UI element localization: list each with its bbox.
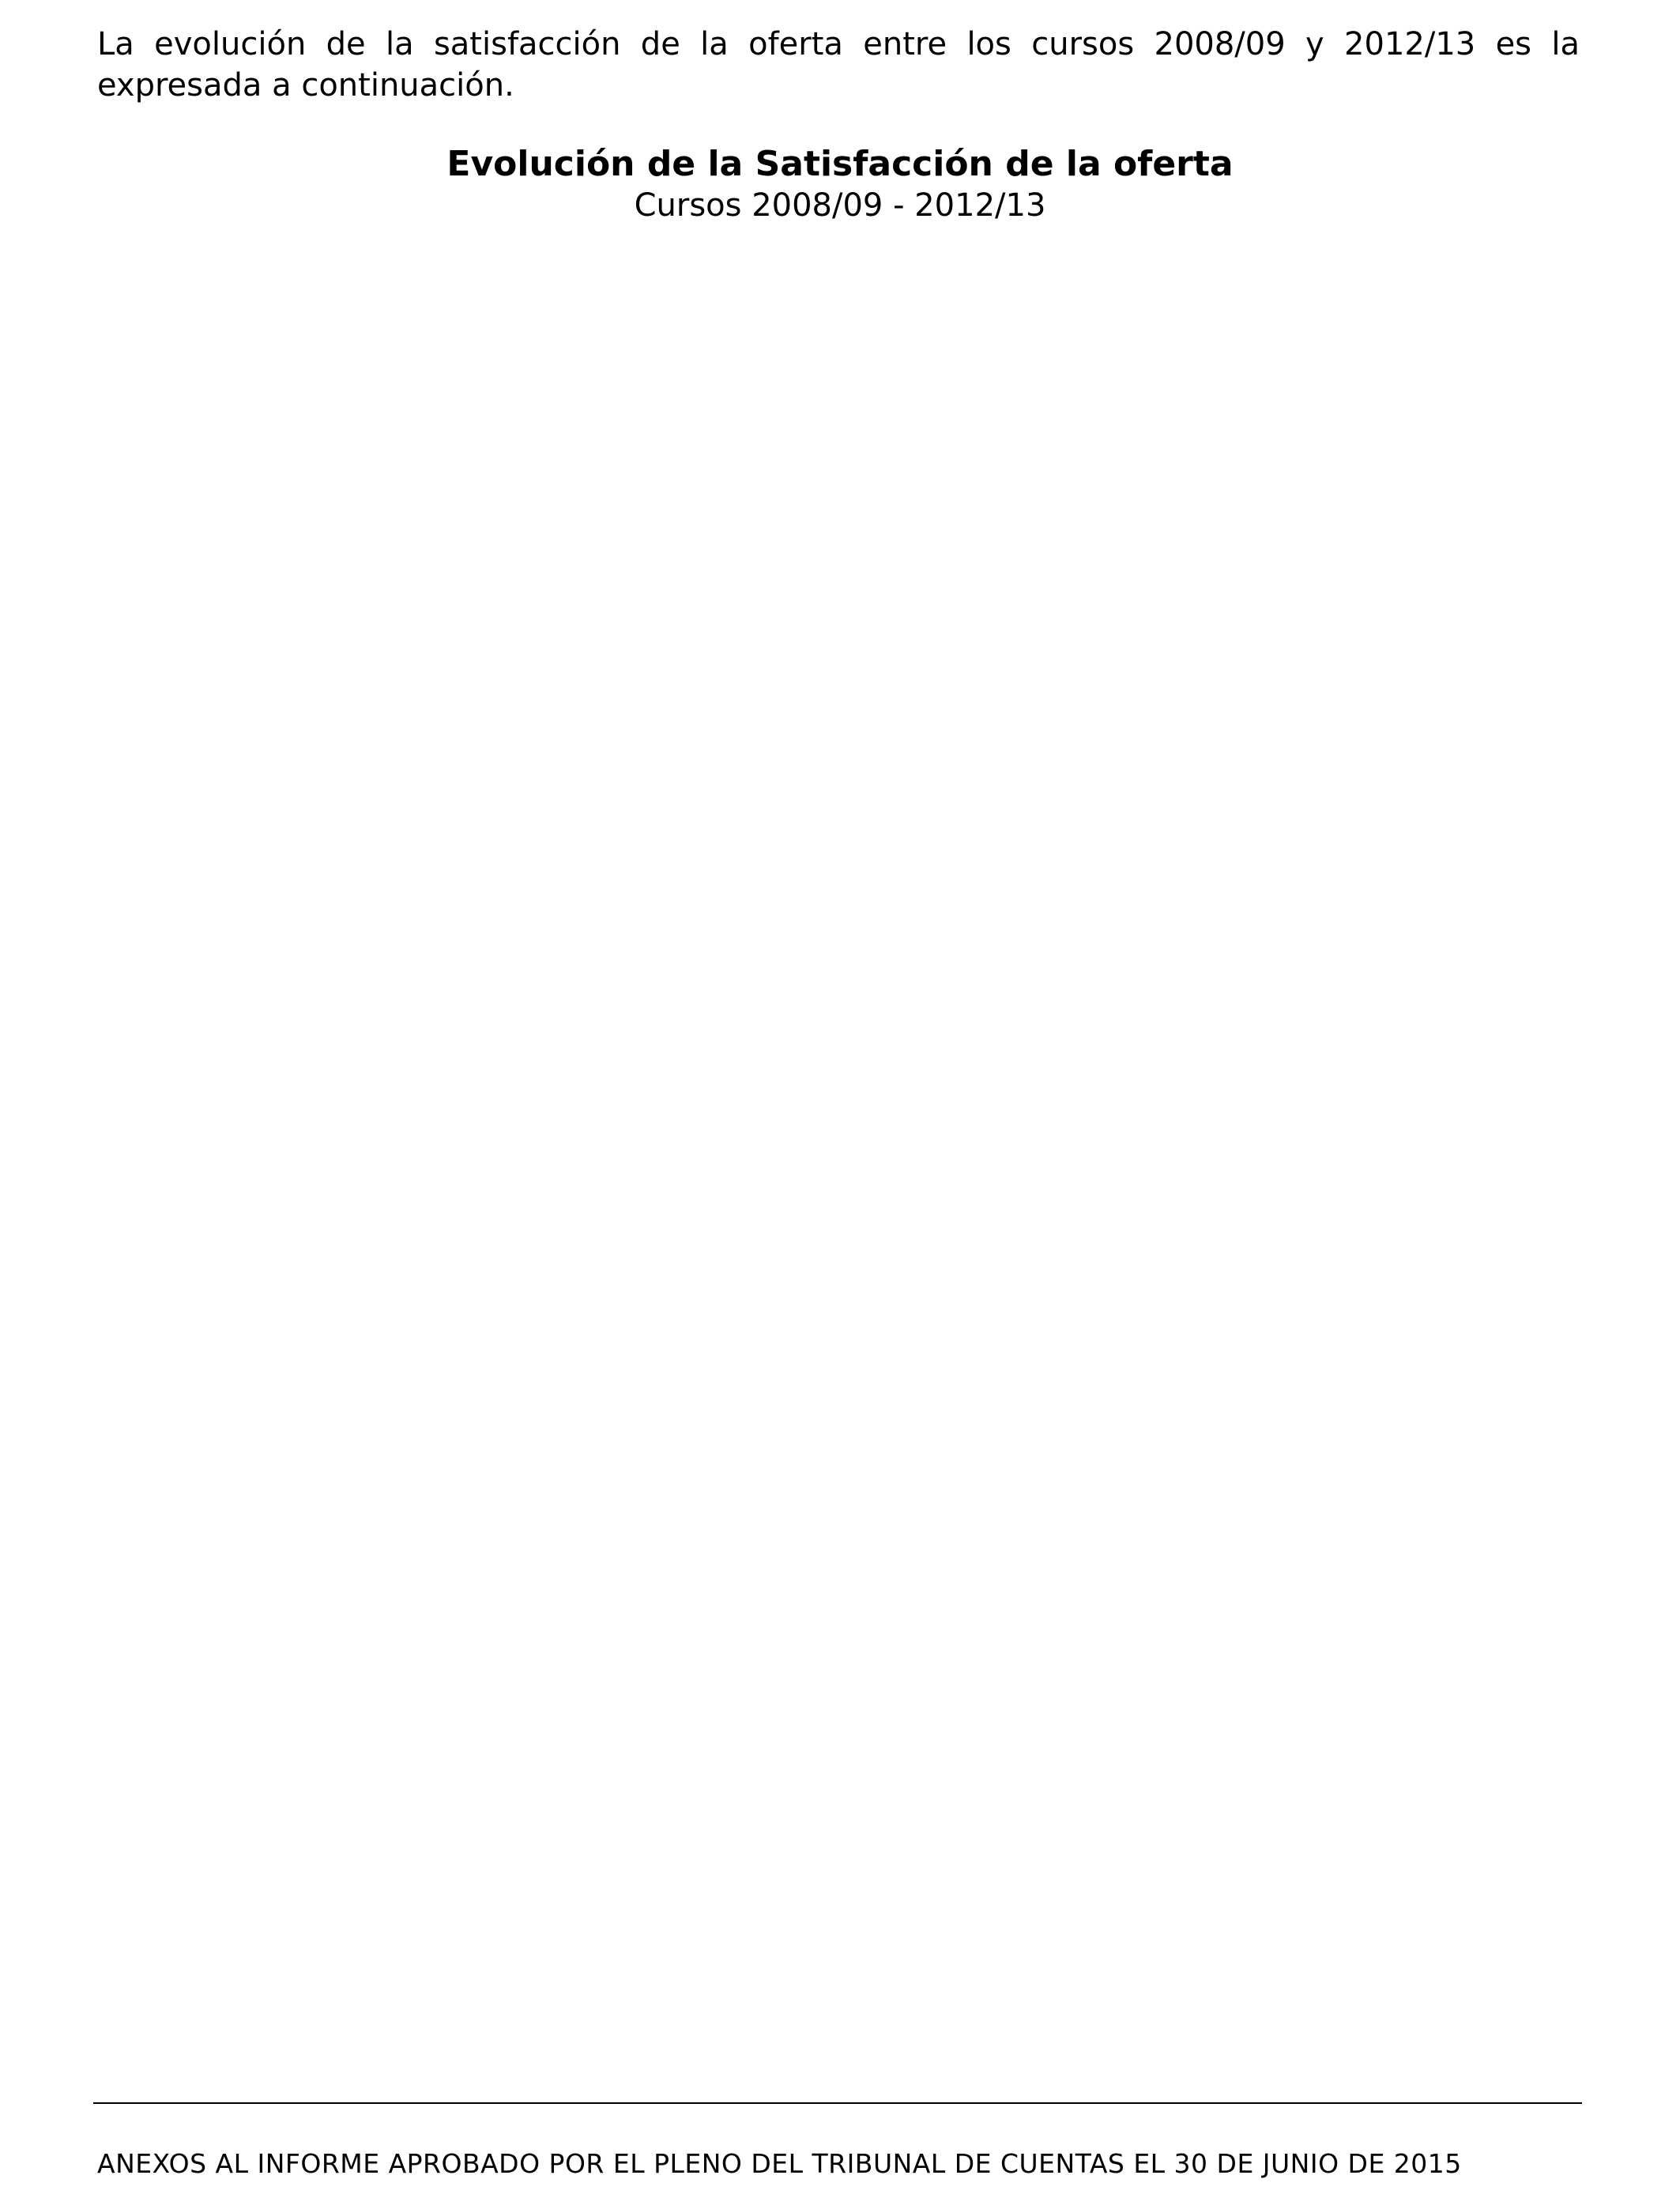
footer-divider — [93, 2102, 1582, 2104]
table-title: Evolución de la Satisfacción de la oferta — [446, 144, 1234, 184]
page-footer: ANEXOS AL INFORME APROBADO POR EL PLENO DEL TRIBUNAL DE CUENTAS EL 30 DE JUNIO DE 2015 — [97, 2148, 1462, 2179]
intro-paragraph: La evolución de la satisfacción de la oferta entre los cursos 2008/09 y 2012/13 es la expresada a continuación. — [97, 26, 1580, 104]
table-subtitle: Cursos 2008/09 - 2012/13 — [634, 187, 1046, 224]
